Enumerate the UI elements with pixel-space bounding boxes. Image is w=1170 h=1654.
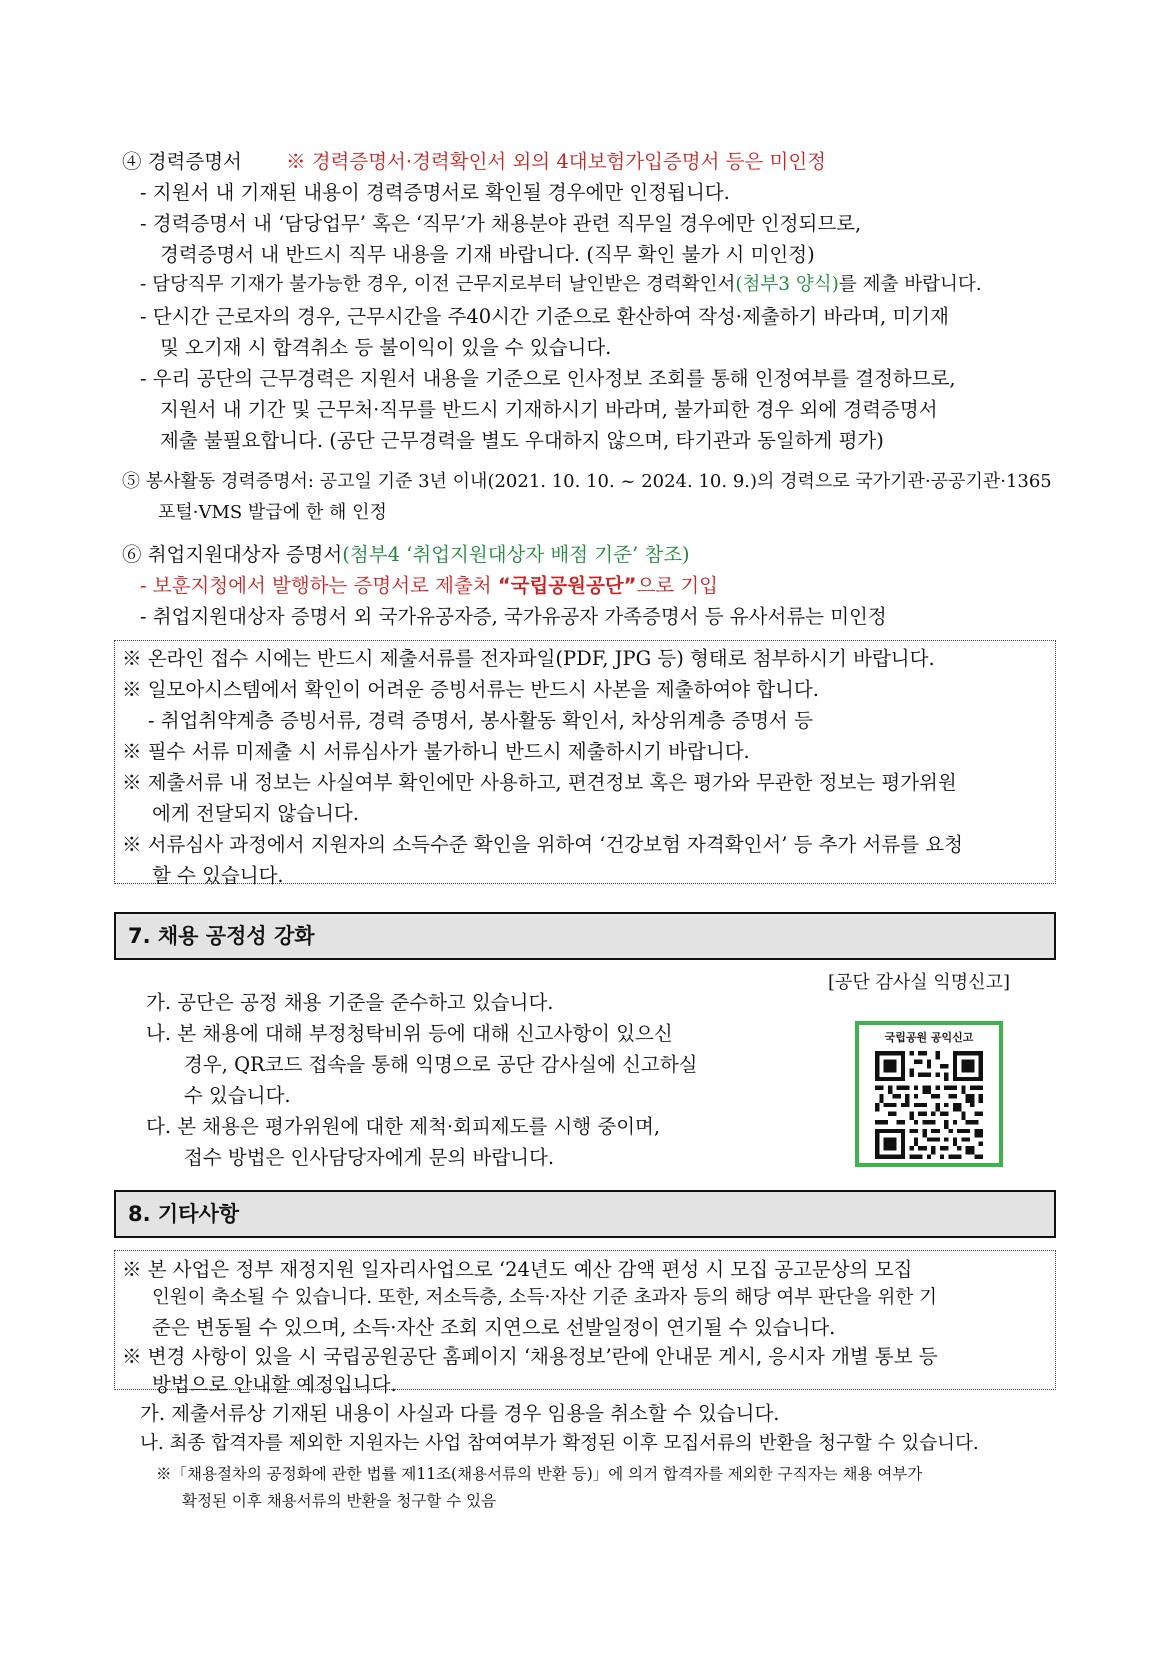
item6-title-row — [122, 539, 690, 567]
notice-line: ※ 서류심사 과정에서 지원자의 소득수준 확인을 위하여 ‘건강보험 자격확인서’ 등 추가 서류를 요청 — [122, 833, 963, 856]
section7-heading: 7. 채용 공정성 강화 — [114, 912, 1056, 960]
section8-notice-line: 인원이 축소될 수 있습니다. 또한, 저소득층, 소득·자산 기준 초과자 등의 해당 여부 판단을 위한 기 — [152, 1287, 937, 1308]
section7-line: 경우, QR코드 접속을 통해 익명으로 공단 감사실에 신고하실 — [184, 1053, 698, 1076]
attachment3-ref: (첨부3 양식) — [735, 274, 839, 295]
notice-line: ※ 온라인 접수 시에는 반드시 제출서류를 전자파일(PDF, JPG 등) 형태로 첨부하시기 바랍니다. — [122, 647, 935, 670]
notice-line: 에게 전달되지 않습니다. — [152, 802, 359, 825]
qr-code[interactable] — [855, 1021, 1003, 1167]
item6-line1-end: 으로 기입 — [636, 574, 719, 597]
section7-line: 가. 공단은 공정 채용 기준을 준수하고 있습니다. — [146, 991, 554, 1014]
notice-line: ※ 일모아시스템에서 확인이 어려운 증빙서류는 반드시 사본을 제출하여야 합니다. — [122, 678, 819, 701]
footnote-line: 확정된 이후 채용서류의 반환을 청구할 수 있음 — [182, 1492, 497, 1510]
section8-heading: 8. 기타사항 — [114, 1190, 1056, 1238]
section8-line: 나. 최종 합격자를 제외한 지원자는 사업 참여여부가 확정된 이후 모집서류의 반환을 청구할 수 있습니다. — [140, 1433, 979, 1454]
submit-to-name: “국립공원공단” — [497, 574, 637, 597]
item4-line3-text: - 담당직무 기재가 불가능한 경우, 이전 근무지로부터 날인받은 경력확인서 — [140, 274, 736, 295]
item4-note: ※ 경력증명서·경력확인서 외의 4대보험가입증명서 등은 미인정 — [286, 150, 827, 173]
qr-caption: [공단 감사실 익명신고] — [828, 972, 1010, 993]
item4-title: ④ 경력증명서 — [122, 150, 242, 173]
section8-notice-line: ※ 변경 사항이 있을 시 국립공원공단 홈페이지 ‘채용정보’란에 안내문 게시, 응시자 개별 통보 등 — [122, 1345, 938, 1368]
item5-line1: ⑤ 봉사활동 경력증명서: 공고일 기준 3년 이내(2021. 10. 10. ~ 2024. 10. 9.)의 경력으로 국가기관·공공기관·1365 — [122, 471, 1052, 492]
section8-notice-line: 준은 변동될 수 있으며, 소득·자산 조회 지연으로 선발일정이 연기될 수 있습니다. — [152, 1316, 836, 1339]
notice-line: ※ 필수 서류 미제출 시 서류심사가 불가하니 반드시 제출하시기 바랍니다. — [122, 740, 750, 763]
item4-line-3 — [140, 270, 982, 296]
section7-line: 다. 본 채용은 평가위원에 대한 제척·회피제도를 시행 중이며, — [146, 1115, 661, 1138]
attachment4-ref: (첨부4 ‘취업지원대상자 배점 기준’ 참조) — [342, 543, 690, 566]
qr-code-icon — [869, 1051, 989, 1159]
item4-line: - 단시간 근로자의 경우, 근무시간을 주40시간 기준으로 환산하여 작성·제출하기 바라며, 미기재 — [140, 305, 949, 328]
item4-line: 및 오기재 시 합격취소 등 불이익이 있을 수 있습니다. — [160, 336, 612, 359]
item4-line3-end: 를 제출 바랍니다. — [838, 274, 982, 295]
footnote-line: ※「채용절차의 공정화에 관한 법률 제11조(채용서류의 반환 등)」에 의거 합격자를 제외한 구직자는 채용 여부가 — [156, 1465, 923, 1483]
notice-line: 할 수 있습니다. — [152, 864, 284, 887]
item4-line: - 지원서 내 기재된 내용이 경력증명서로 확인될 경우에만 인정됩니다. — [140, 181, 730, 204]
item6-title: ⑥ 취업지원대상자 증명서 — [122, 543, 343, 566]
section7-line: 접수 방법은 인사담당자에게 문의 바랍니다. — [184, 1146, 555, 1169]
item4-line: 지원서 내 기간 및 근무처·직무를 반드시 기재하시기 바라며, 불가피한 경우 외에 경력증명서 — [160, 398, 938, 421]
item4-line: - 우리 공단의 근무경력은 지원서 내용을 기준으로 인사정보 조회를 통해 인정여부를 결정하므로, — [140, 367, 956, 390]
section8-notice-line: 방법으로 안내할 예정입니다. — [152, 1373, 397, 1396]
notice-line: - 취업취약계층 증빙서류, 경력 증명서, 봉사활동 확인서, 차상위계층 증명서 등 — [148, 709, 813, 732]
section8-notice-line: ※ 본 사업은 정부 재정지원 일자리사업으로 ‘24년도 예산 감액 편성 시 모집 공고문상의 모집 — [122, 1258, 913, 1281]
qr-title: 국립공원 공익신고 — [884, 1031, 974, 1044]
section7-line: 수 있습니다. — [184, 1084, 291, 1107]
item4-line: 제출 불필요합니다. (공단 근무경력을 별도 우대하지 않으며, 타기관과 동일하게 평가) — [160, 429, 884, 452]
item5-line2: 포털·VMS 발급에 한 해 인정 — [158, 502, 387, 523]
item4-line: 경력증명서 내 반드시 직무 내용을 기재 바랍니다. (직무 확인 불가 시 미인정) — [160, 243, 815, 266]
section7-line: 나. 본 채용에 대해 부정청탁비위 등에 대해 신고사항이 있으신 — [146, 1022, 673, 1045]
notice-line: ※ 제출서류 내 정보는 사실여부 확인에만 사용하고, 편견정보 혹은 평가와 무관한 정보는 평가위원 — [122, 771, 957, 794]
item4-line: - 경력증명서 내 ‘담당업무’ 혹은 ‘직무’가 채용분야 관련 직무일 경우에만 인정되므로, — [140, 212, 862, 235]
item6-line1 — [140, 570, 718, 598]
item6-line2: - 취업지원대상자 증명서 외 국가유공자증, 국가유공자 가족증명서 등 유사서류는 미인정 — [140, 605, 887, 628]
item6-line1-text: - 보훈지청에서 발행하는 증명서로 제출처 — [140, 574, 498, 597]
section8-line: 가. 제출서류상 기재된 내용이 사실과 다를 경우 임용을 취소할 수 있습니다. — [140, 1402, 780, 1425]
